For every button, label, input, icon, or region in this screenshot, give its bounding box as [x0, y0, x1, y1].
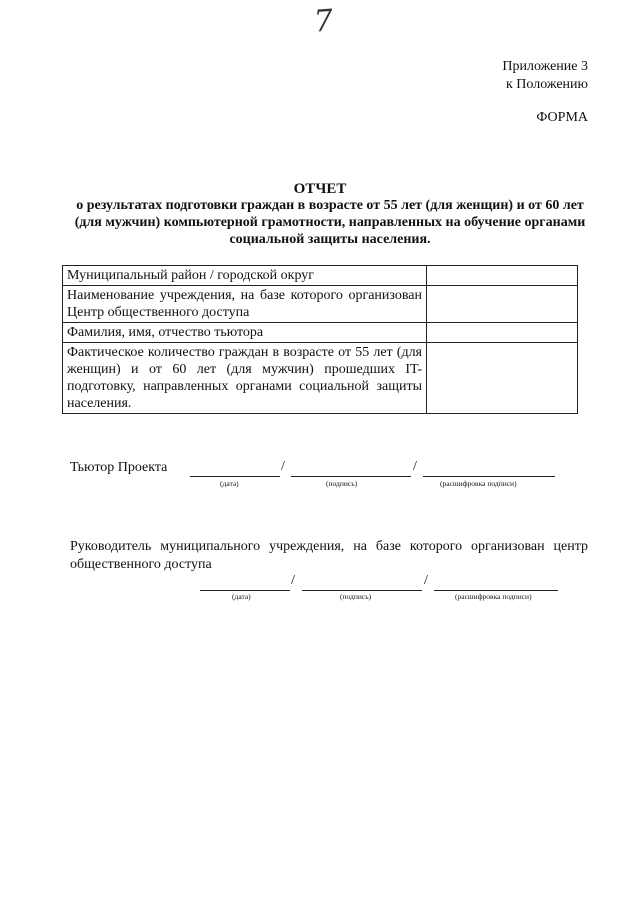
appendix-note: [502, 58, 588, 94]
appendix-line-2: к Положению: [505, 77, 588, 92]
manager-date-caption: (дата): [232, 592, 251, 601]
row-value-field[interactable]: [427, 323, 578, 343]
row-value-field[interactable]: [427, 266, 578, 286]
separator-slash: /: [424, 573, 428, 588]
tutor-signature-label: Тьютор Проекта: [70, 460, 168, 475]
separator-slash: /: [291, 573, 295, 588]
tutor-date-caption: (дата): [220, 479, 239, 488]
manager-sign-caption: (подпись): [340, 592, 372, 601]
manager-decode-field[interactable]: [434, 576, 558, 591]
table-row: [63, 343, 578, 414]
row-value-field[interactable]: [427, 286, 578, 323]
table-row: [63, 266, 578, 286]
row-label: Муниципальный район / городской округ: [63, 266, 427, 286]
tutor-sign-caption: (подпись): [326, 479, 358, 488]
manager-signature-field[interactable]: [302, 576, 422, 591]
manager-decode-caption: (расшифровка подписи): [455, 592, 532, 601]
row-label: Фамилия, имя, отчество тьютора: [63, 323, 427, 343]
separator-slash: /: [281, 459, 285, 474]
report-table: [62, 265, 578, 414]
tutor-date-field[interactable]: [190, 462, 280, 477]
tutor-decode-field[interactable]: [423, 462, 555, 477]
row-label: Фактическое количество граждан в возрасте от 55 лет (для женщин) и от 60 лет (для мужчин) прошедших IT- подготовку, направленных органами социальной защиты населения.: [63, 343, 427, 414]
form-label: ФОРМА: [536, 110, 588, 125]
report-title: ОТЧЕТ: [293, 181, 347, 197]
tutor-signature-field[interactable]: [291, 462, 411, 477]
tutor-decode-caption: (расшифровка подписи): [440, 479, 517, 488]
separator-slash: /: [413, 459, 417, 474]
manager-signature-label: Руководитель муниципального учреждения, на базе которого организован центр общественного доступа: [70, 539, 588, 572]
row-label: Наименование учреждения, на базе которого организован Центр общественного доступа: [63, 286, 427, 323]
page-number: 7: [312, 3, 335, 40]
table-row: [63, 286, 578, 323]
appendix-line-1: Приложение 3: [502, 59, 588, 74]
report-subtitle: о результатах подготовки граждан в возрасте от 55 лет (для женщин) и от 60 лет (для мужчин) компьютерной грамотности, направленных на обучение органами социальной защиты населения.: [74, 198, 586, 247]
manager-date-field[interactable]: [200, 576, 290, 591]
row-value-field[interactable]: [427, 343, 578, 414]
table-row: [63, 323, 578, 343]
